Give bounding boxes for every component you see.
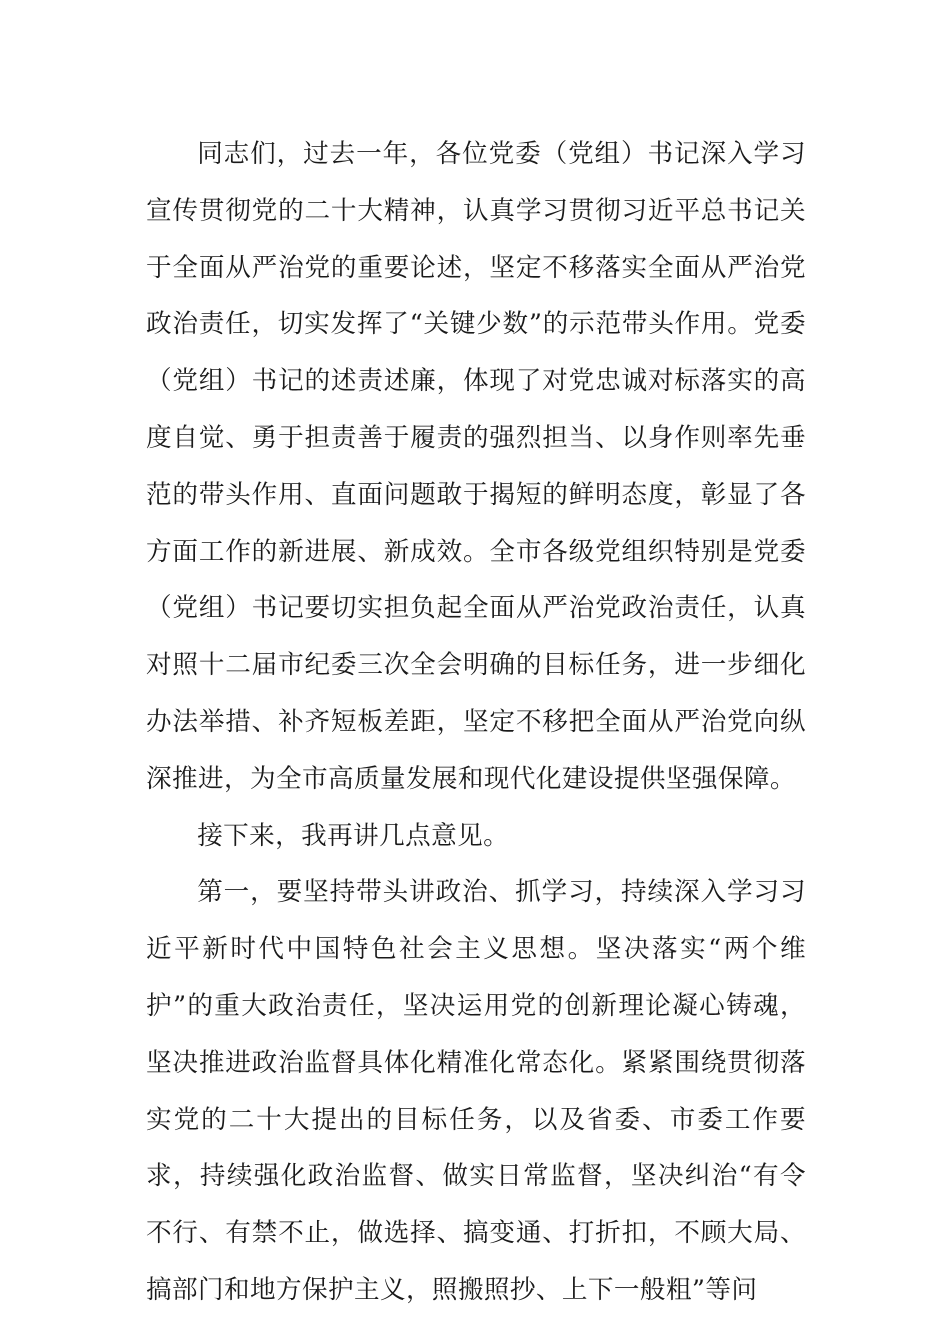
document-body <box>146 126 806 1319</box>
paragraph-transition: 接下来，我再讲几点意见。 <box>197 820 510 851</box>
paragraph-point-one: 第一，要坚持带头讲政治、抓学习，持续深入学习习近平新时代中国特色社会主义思想。坚决落实“两个维护”的重大政治责任，坚决运用党的创新理论凝心铸魂，坚决推进政治监督具体化精准化常态化。紧紧围绕贯彻落实党的二十大提出的目标任务，以及省委、市委工作要求，持续强化政治监督、做实日常监督，坚决纠治“有令不行、有禁不止，做选择、搞变通、打折扣，不顾大局、搞部门和地方保护主义，照搬照抄、上下一般粗”等问 <box>146 877 806 1305</box>
paragraph-opening: 同志们，过去一年，各位党委（党组）书记深入学习宣传贯彻党的二十大精神，认真学习贯彻习近平总书记关于全面从严治党的重要论述，坚定不移落实全面从严治党政治责任，切实发挥了“关键少数”的示范带头作用。党委（党组）书记的述责述廉，体现了对党忠诚对标落实的高度自觉、勇于担责善于履责的强烈担当、以身作则率先垂范的带头作用、直面问题敢于揭短的鲜明态度，彰显了各方面工作的新进展、新成效。全市各级党组织特别是党委（党组）书记要切实担负起全面从严治党政治责任，认真对照十二届市纪委三次全会明确的目标任务，进一步细化办法举措、补齐短板差距，坚定不移把全面从严治党向纵深推进，为全市高质量发展和现代化建设提供坚强保障。 <box>146 139 806 794</box>
